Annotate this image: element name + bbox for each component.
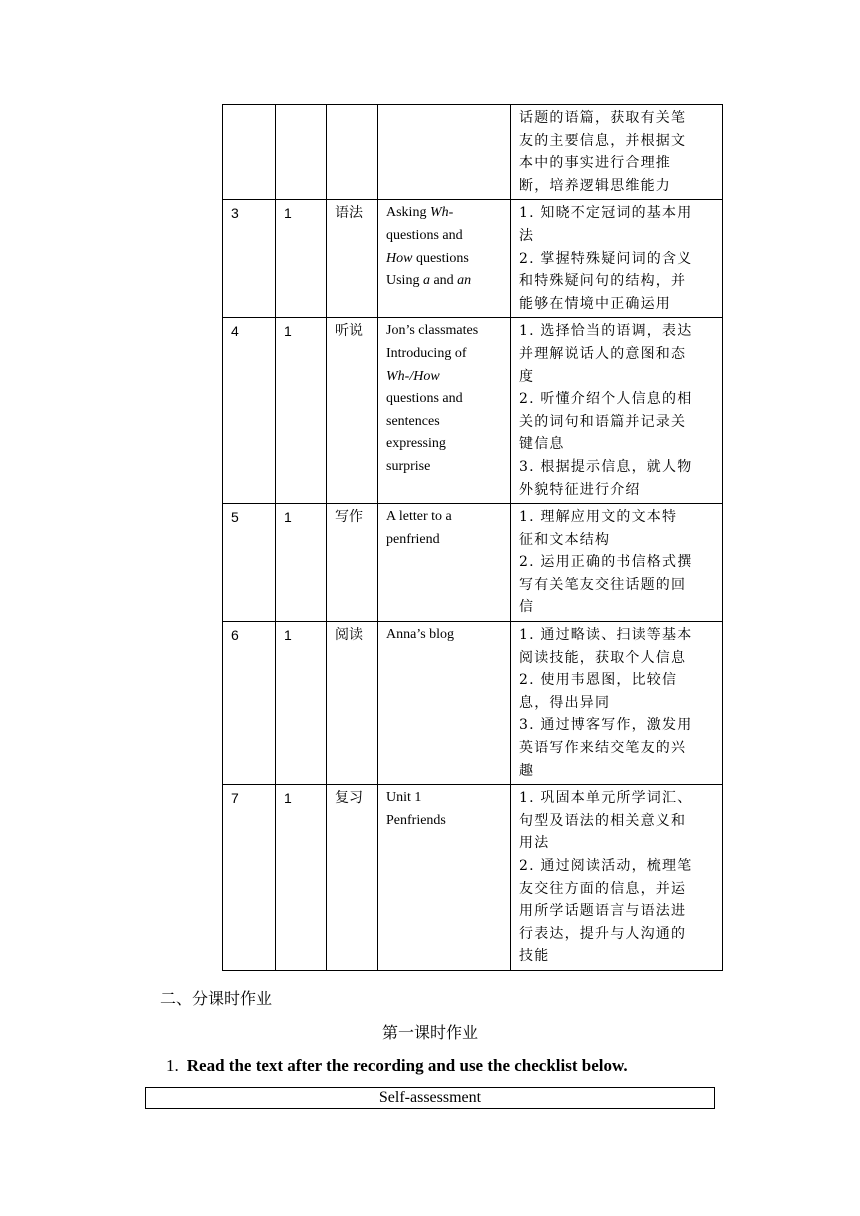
objective-line: 2. 通过阅读活动，梳理笔 <box>519 858 693 874</box>
topic-line: Introducing of <box>386 345 467 361</box>
objective-line: 2. 掌握特殊疑问词的含义 <box>519 250 693 267</box>
objective-line: 1. 理解应用文的文本特 <box>519 509 678 526</box>
objective-line: 阅读技能，获取个人信息 <box>519 649 687 666</box>
objective-line: 1. 知晓不定冠词的基本用 <box>519 205 693 222</box>
objective-line: 本中的事实进行合理推 <box>519 155 671 172</box>
topic-cell <box>378 785 511 971</box>
topic-cell <box>378 200 511 318</box>
objective-line: 息，得出异同 <box>519 694 611 711</box>
lesson-title: 第一课时作业 <box>381 1023 478 1042</box>
task-1 <box>166 1056 628 1076</box>
topic-line: expressing <box>386 436 446 452</box>
objective-line: 能够在情境中正确运用 <box>519 295 671 312</box>
objective-line: 话题的语篇，获取有关笔 <box>519 110 687 126</box>
topic-line: Anna’s blog <box>386 627 455 643</box>
self-assessment-header: Self-assessment <box>145 1087 715 1109</box>
objective-line: 行表达，提升与人沟通的 <box>519 925 687 942</box>
task-index: 1. <box>166 1056 179 1075</box>
objective-line: 1. 巩固本单元所学词汇、 <box>519 790 693 807</box>
topic-cell <box>378 105 511 200</box>
topic-line: penfriend <box>386 531 440 547</box>
topic-line: questions and <box>386 391 463 407</box>
lesson-type-cell: 阅读 <box>327 622 378 785</box>
objective-line: 法 <box>519 227 535 244</box>
lesson-type-cell: 写作 <box>327 504 378 622</box>
objective-line: 并理解说话人的意图和态 <box>519 345 687 362</box>
topic-line: How questions <box>386 250 469 266</box>
objective-line: 2. 听懂介绍个人信息的相 <box>519 391 693 408</box>
topic-cell <box>378 622 511 785</box>
topic-line: Wh-/How <box>386 368 440 384</box>
objective-line: 2. 运用正确的书信格式撰 <box>519 554 693 571</box>
objective-line: 征和文本结构 <box>519 531 611 548</box>
lesson-type-cell: 复习 <box>327 785 378 971</box>
table-row <box>223 200 723 318</box>
objective-line: 用所学话题语言与语法进 <box>519 903 687 920</box>
topic-line: questions and <box>386 227 463 243</box>
objective-line: 断，培养逻辑思维能力 <box>519 177 671 194</box>
topic-line: Jon’s classmates <box>386 323 479 339</box>
lesson-number-cell: 5 <box>223 504 276 622</box>
lesson-number-cell: 4 <box>223 318 276 504</box>
objective-line: 关的词句和语篇并记录关 <box>519 413 687 430</box>
objectives-cell <box>511 504 723 622</box>
table-row <box>223 622 723 785</box>
objective-line: 句型及语法的相关意义和 <box>519 812 687 829</box>
topic-line: Asking Wh- <box>386 205 454 221</box>
table-row <box>223 105 723 200</box>
objective-line: 度 <box>519 368 535 385</box>
objective-line: 英语写作来结交笔友的兴 <box>519 740 687 757</box>
objective-line: 趣 <box>519 762 535 779</box>
objective-line: 3. 通过博客写作，激发用 <box>519 717 693 734</box>
objective-line: 友的主要信息，并根据文 <box>519 132 687 149</box>
lesson-number-cell: 7 <box>223 785 276 971</box>
topic-line: A letter to a <box>386 509 452 525</box>
objective-line: 信 <box>519 599 535 616</box>
topic-line: surprise <box>386 458 431 474</box>
topic-line: sentences <box>386 413 440 429</box>
lesson-number-cell: 3 <box>223 200 276 318</box>
topic-line: Using a and an <box>386 273 472 289</box>
objectives-cell <box>511 200 723 318</box>
lesson-type-cell: 语法 <box>327 200 378 318</box>
objective-line: 外貌特征进行介绍 <box>519 481 641 498</box>
hours-cell: 1 <box>276 504 327 622</box>
objective-line: 写有关笔友交往话题的回 <box>519 576 687 593</box>
objective-line: 和特殊疑问句的结构，并 <box>519 273 687 290</box>
objective-line: 键信息 <box>519 436 565 453</box>
hours-cell: 1 <box>276 622 327 785</box>
table-row <box>223 785 723 971</box>
hours-cell <box>276 105 327 200</box>
lesson-type-cell: 听说 <box>327 318 378 504</box>
section-heading: 二、分课时作业 <box>160 989 273 1008</box>
objective-line: 友交往方面的信息，并运 <box>519 880 687 897</box>
lesson-plan-table <box>222 104 723 971</box>
objective-line: 2. 使用韦恩图，比较信 <box>519 672 678 689</box>
task-text: Read the text after the recording and use the checklist below. <box>186 1056 628 1075</box>
objectives-cell <box>511 785 723 971</box>
lesson-number-cell: 6 <box>223 622 276 785</box>
hours-cell: 1 <box>276 200 327 318</box>
topic-cell <box>378 318 511 504</box>
objective-line: 3. 根据提示信息，就人物 <box>519 458 693 475</box>
table-row <box>223 504 723 622</box>
objective-line: 1. 选择恰当的语调，表达 <box>519 323 693 340</box>
lesson-type-cell <box>327 105 378 200</box>
topic-cell <box>378 504 511 622</box>
hours-cell: 1 <box>276 785 327 971</box>
hours-cell: 1 <box>276 318 327 504</box>
objectives-cell <box>511 105 723 200</box>
objective-line: 1. 通过略读、扫读等基本 <box>519 627 693 644</box>
table-row <box>223 318 723 504</box>
objective-line: 用法 <box>519 835 550 852</box>
topic-line: Unit 1 <box>386 790 422 806</box>
objectives-cell <box>511 622 723 785</box>
topic-line: Penfriends <box>386 812 446 828</box>
lesson-number-cell <box>223 105 276 200</box>
objectives-cell <box>511 318 723 504</box>
objective-line: 技能 <box>519 948 550 965</box>
